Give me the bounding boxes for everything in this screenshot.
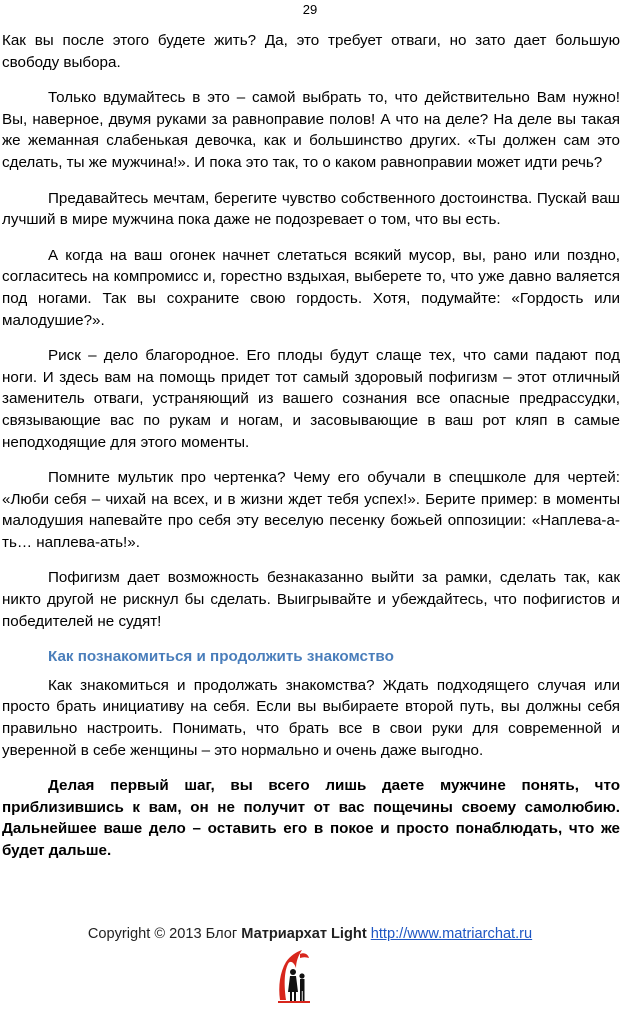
paragraph-5: Риск – дело благородное. Его плоды будут слаще тех, что сами падают под ноги. И здесь вам на помощь придет тот самый здоровый пофигизм – этот отличный заменитель отваги, устраняющий из вашего сознания все опасные предрассудки, связывающие вас по рукам и ногам, и засовывающие в ваш рот кляп в самые неподходящие для этого моменты. [2, 347, 620, 451]
footer-blog-name: Матриархат Light [241, 926, 367, 942]
paragraph-3: Предавайтесь мечтам, берегите чувство собственного достоинства. Пускай ваш лучший в мире мужчина пока даже не подозревает о том, что вы есть. [2, 189, 620, 229]
paragraph-2: Только вдумайтесь в это – самой выбрать то, что действительно Вам нужно! Вы, наверное, двумя руками за равноправие полов! А что на деле? На деле вы такая же жеманная слабенькая девочка, как и большинство других. «Ты должен сам это сделать, ты же мужчина!». И пока это так, то о каком равноправии может идти речь? [2, 89, 620, 171]
section-heading: Как познакомиться и продолжить знакомство [48, 648, 394, 666]
footer [0, 925, 620, 943]
page-number: 29 [302, 2, 318, 17]
matriarchat-logo-icon [274, 948, 312, 1004]
bold-paragraph: Делая первый шаг, вы всего лишь даете мужчине понять, что приблизившись к вам, он не получит от вас пощечины своему самолюбию. Дальнейшее ваше дело – оставить его в покое и просто понаблюдать, что же будет дальше. [2, 777, 620, 859]
footer-copyright: Copyright © 2013 Блог [87, 926, 242, 942]
paragraph-7: Пофигизм дает возможность безнаказанно выйти за рамки, сделать так, как никто другой не рискнул бы сделать. Выигрывайте и убеждайтесь, что пофигистов и победителей не судят! [2, 569, 620, 630]
paragraph-4: А когда на ваш огонек начнет слетаться всякий мусор, вы, рано или поздно, согласитесь на компромисс и, горестно вздыхая, выберете то, что уже давно валяется под ногами. Так вы сохраните свою гордость. Хотя, подумайте: «Гордость или малодушие?». [2, 246, 620, 329]
document-body [2, 30, 620, 876]
paragraph-1: Как вы после этого будете жить? Да, это требует отваги, но зато дает большую свободу выбора. [2, 32, 620, 71]
section-paragraph: Как знакомиться и продолжать знакомства? Ждать подходящего случая или просто брать инициативу на себя. Если вы выбираете второй путь, вы должны себя правильно настроить. Понимать, что брать все в свои руки для современной и уверенной в себе женщины – это нормально и очень даже выгодно. [2, 676, 620, 759]
paragraph-6: Помните мультик про чертенка? Чему его обучали в спецшколе для чертей: «Люби себя – чихай на всех, и в жизни ждет тебя успех!». Берите пример: в моменты малодушия напевайте про себя эту веселую песенку божьей оппозиции: «Наплева-а-ть… наплева-ать!». [2, 469, 620, 551]
footer-link[interactable]: http://www.matriarchat.ru [370, 926, 533, 942]
